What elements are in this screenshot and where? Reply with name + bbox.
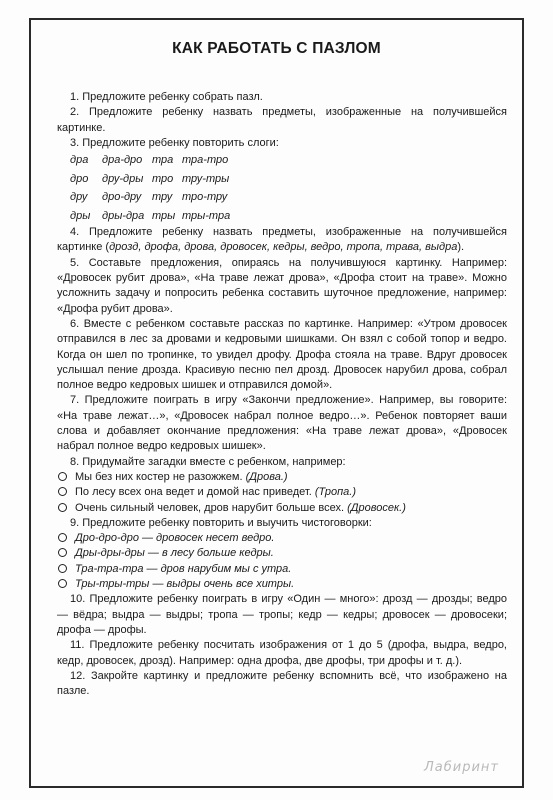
step-8: 8. Придумайте загадки вместе с ребенком, например:	[70, 455, 346, 468]
syllable: дру	[70, 191, 88, 204]
tongue-twister-text: Дры-дры-дры — в лесу больше кедры.	[75, 547, 274, 560]
circle-bullet-icon	[58, 533, 67, 542]
syllable-table	[57, 151, 507, 225]
syllable: тро-тру	[182, 191, 228, 204]
tongue-twister-item	[57, 531, 507, 546]
step-10: 10. Предложите ребенку поиграть в игру «Один — много»: дрозд — дрозды; ведро — вёдра; выдра — выдры; тропа — тропы; кедр — кедры; дровосек — дровосеки; дрофа — дрофы.	[57, 593, 507, 636]
syllable: тры-тра	[182, 209, 231, 222]
page-title: КАК РАБОТАТЬ С ПАЗЛОМ	[172, 40, 381, 57]
instructions	[57, 90, 507, 699]
riddle-answer: (Дрова.)	[245, 470, 288, 483]
step-11: 11. Предложите ребенку посчитать изображения от 1 до 5 (дрофа, выдра, ведро, кедр, дровосек, дрозд). Например: одна дрофа, две дрофы, три дрофы и т. д.).	[57, 639, 507, 667]
syllable: дры-дра	[102, 209, 145, 222]
riddle-answer: (Дровосек.)	[347, 501, 406, 514]
step-5: 5. Составьте предложения, опираясь на получившуюся картинку. Например: «Дровосек рубит дрова», «На траве лежат дрова», «Дрофа стоит на траве». Можно усложнить задачу и попросить ребенка составить шуточное предложение, например: «Дрофа рубит дрова».	[57, 256, 507, 315]
step-2: 2. Предложите ребенку назвать предметы, изображенные на получившейся картинке.	[57, 106, 507, 134]
syllable: тру-тры	[182, 172, 230, 185]
syllable: тры	[152, 209, 176, 222]
tongue-twister-item	[57, 546, 507, 561]
step-9: 9. Предложите ребенку повторить и выучить чистоговорки:	[70, 516, 372, 529]
circle-bullet-icon	[58, 579, 67, 588]
tongue-twister-text: Дро-дро-дро — дровосек несет ведро.	[75, 532, 275, 545]
step-12: 12. Закройте картинку и предложите ребенку вспомнить всё, что изображено на пазле.	[57, 669, 507, 698]
riddle-text: По лесу всех она ведет и домой нас приведет.	[75, 486, 315, 499]
syllable: дра-дро	[102, 154, 143, 167]
syllable: дры	[70, 209, 91, 222]
step-4	[57, 225, 507, 256]
step-4-words: дрозд, дрофа, дрова, дровосек, кедры, ведро, тропа, трава, выдра	[109, 241, 458, 254]
labirint-watermark: Лабиринт	[424, 760, 499, 775]
syllable: тра	[152, 154, 174, 167]
circle-bullet-icon	[58, 472, 67, 481]
riddle-item	[57, 501, 507, 516]
step-3: 3. Предложите ребенку повторить слоги:	[70, 136, 279, 149]
syllable: тро	[152, 172, 174, 185]
riddle-text: Очень сильный человек, дров нарубит больше всех.	[75, 501, 348, 514]
circle-bullet-icon	[58, 487, 67, 496]
syllable: дру-дры	[102, 172, 144, 185]
syllable: тру	[152, 191, 173, 204]
step-4-text: 4. Предложите ребенку назвать предметы, изображенные на получившейся картинке (	[57, 226, 507, 254]
step-1: 1. Предложите ребенку собрать пазл.	[70, 91, 263, 103]
riddle-item	[57, 485, 507, 500]
riddle-text: Мы без них костер не разожжем.	[75, 470, 246, 483]
circle-bullet-icon	[58, 548, 67, 557]
tongue-twister-item	[57, 562, 507, 577]
syllable: тра-тро	[182, 154, 229, 167]
syllable: дра	[70, 154, 89, 167]
step-6: 6. Вместе с ребенком составьте рассказ по картинке. Например: «Утром дровосек отправился в лес за дровами и кедровыми шишками. Он взял с собой топор и ведро. Когда он шел по тропинке, то увидел дрофу. Дрофа стояла на траве. Вдруг дровосек услышал пение дрозда. Красивую песню пел дрозд. Дровосек нарубил дрова, собрал полное ведро кедровых шишек и отправился домой».	[57, 317, 507, 392]
circle-bullet-icon	[58, 564, 67, 573]
syllable: дро	[70, 172, 89, 185]
step-4-end: ).	[457, 241, 465, 254]
tongue-twister-item	[57, 577, 507, 592]
tongue-twister-text: Тра-тра-тра — дров нарубим мы с утра.	[75, 562, 292, 575]
step-7: 7. Предложите поиграть в игру «Закончи предложение». Например, вы говорите: «На траве лежат…», «Дровосек набрал полное ведро…». Ребенок повторяет ваши слова и добавляет окончание предложения: «На траве лежат дрова», «Дровосек набрал полное ведро кедровых шишек».	[57, 394, 507, 453]
circle-bullet-icon	[58, 503, 67, 512]
riddle-answer: (Тропа.)	[314, 486, 356, 499]
syllable: дро-дру	[102, 191, 142, 204]
riddle-item	[57, 470, 507, 485]
tongue-twister-text: Тры-тры-тры — выдры очень все хитры.	[75, 578, 295, 591]
